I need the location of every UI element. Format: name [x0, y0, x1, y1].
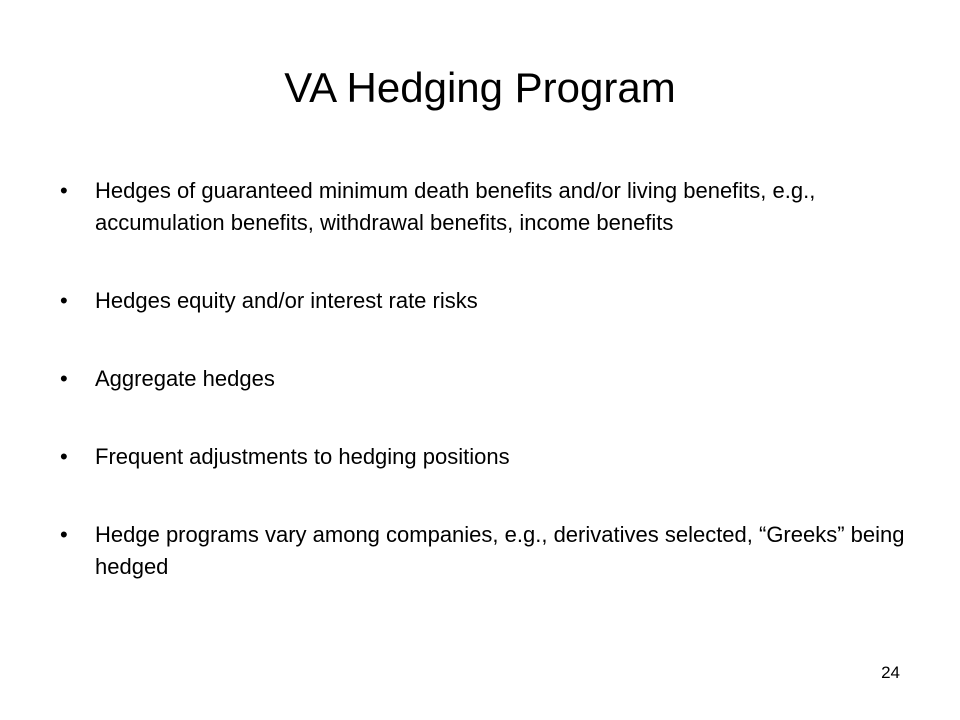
- bullet-list: [60, 175, 910, 629]
- bullet-text: Aggregate hedges: [95, 366, 275, 391]
- bullet-item-5: [60, 519, 910, 583]
- bullet-dot-icon: •: [60, 366, 68, 391]
- bullet-item-4: [60, 441, 910, 473]
- bullet-item-1: [60, 175, 910, 239]
- bullet-dot-icon: •: [60, 444, 68, 469]
- bullet-text: Frequent adjustments to hedging positions: [95, 444, 510, 469]
- bullet-dot-icon: •: [60, 288, 68, 313]
- slide-title: VA Hedging Program: [284, 64, 676, 111]
- bullet-item-3: [60, 363, 910, 395]
- bullet-text: Hedges equity and/or interest rate risks: [95, 288, 478, 313]
- bullet-item-2: [60, 285, 910, 317]
- bullet-dot-icon: •: [60, 522, 68, 547]
- bullet-text: Hedges of guaranteed minimum death benefits and/or living benefits, e.g., accumulation benefits, withdrawal benefits, income benefits: [95, 178, 816, 235]
- bullet-dot-icon: •: [60, 178, 68, 203]
- bullet-text: Hedge programs vary among companies, e.g., derivatives selected, “Greeks” being hedged: [95, 522, 905, 579]
- page-number: 24: [881, 663, 900, 682]
